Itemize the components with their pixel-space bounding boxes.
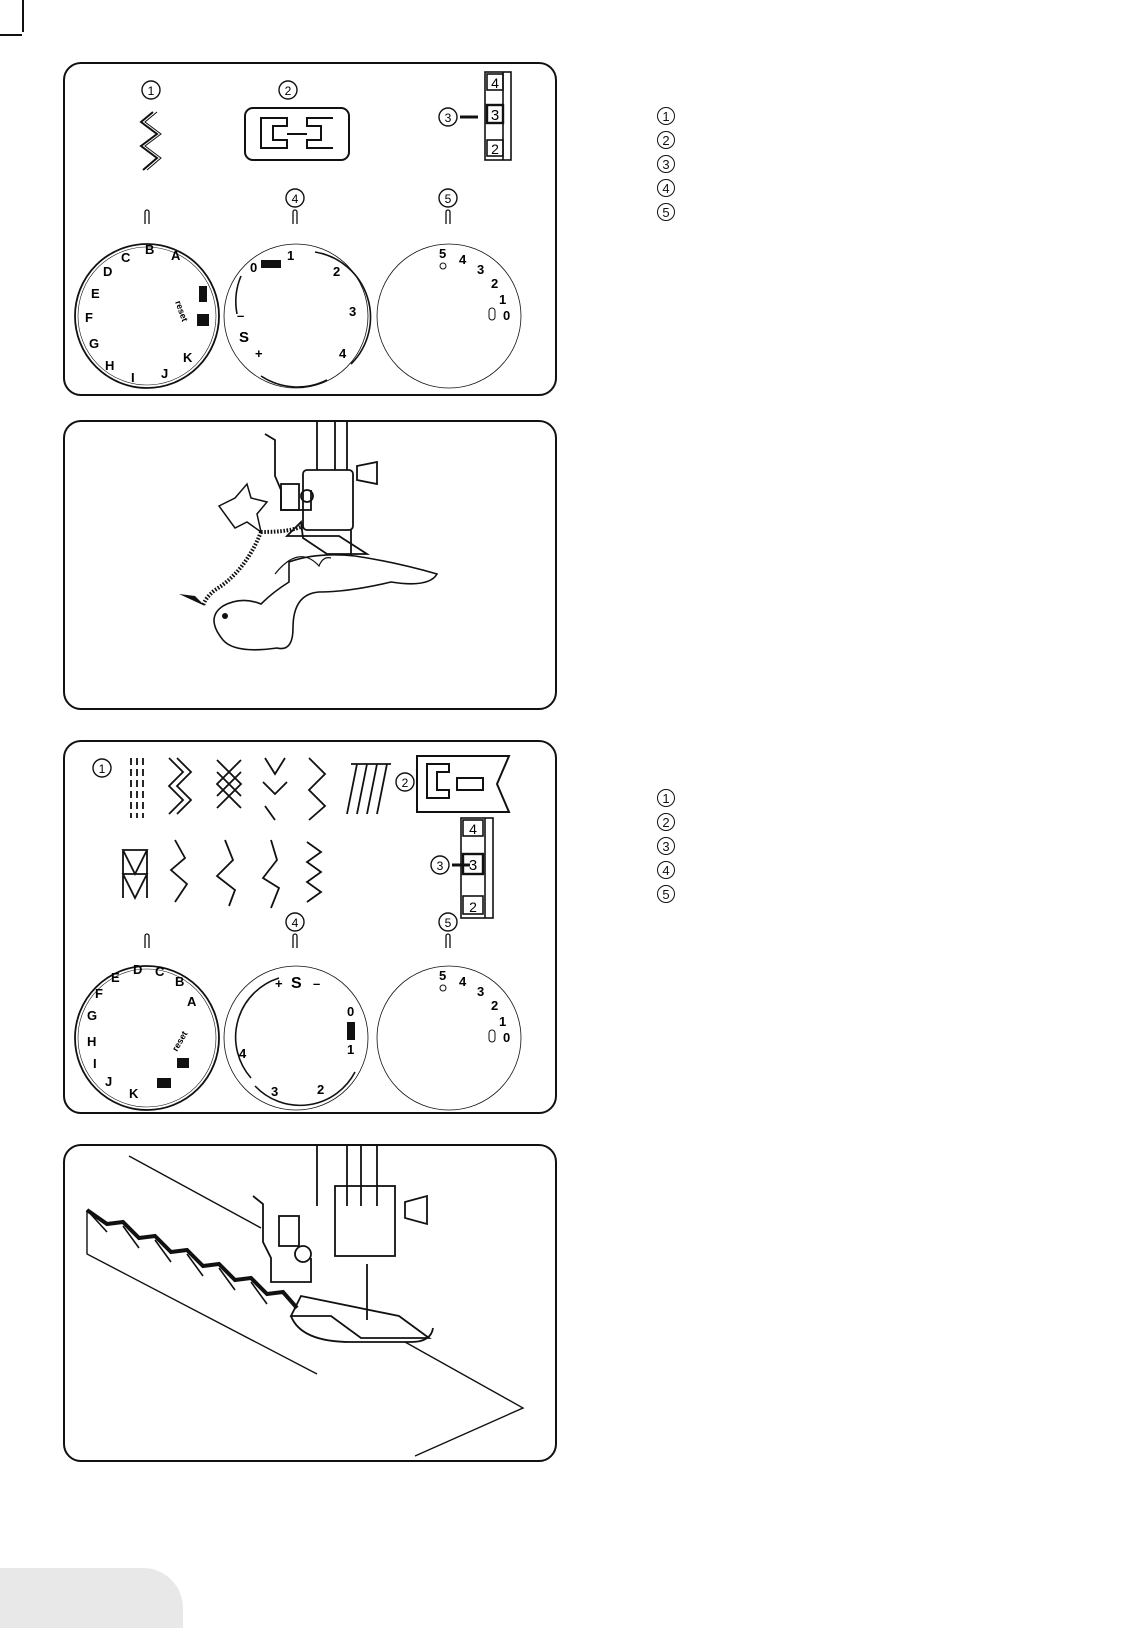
svg-text:E: E [111,970,120,985]
svg-text:S: S [291,975,302,992]
width-value-2: 2 [469,899,477,915]
svg-text:G: G [89,336,100,351]
thread-tension-dial[interactable] [377,244,521,388]
pattern-selector-dial[interactable] [75,242,219,388]
width-value-3: 3 [490,107,500,124]
callout-5 [439,913,457,931]
svg-text:3: 3 [444,111,452,125]
settings-panel-overlock [63,740,557,1114]
width-value-3: 3 [468,857,478,874]
svg-text:1: 1 [287,248,295,263]
svg-text:2: 2 [491,276,499,291]
svg-text:S: S [239,329,250,346]
callout-4 [286,189,304,207]
svg-text:–: – [237,308,245,323]
appliqué-sewing-illustration [63,420,557,710]
stitch-length-dial[interactable] [224,966,368,1110]
settings-panel-zigzag [63,62,557,396]
svg-text:3: 3 [477,262,485,277]
legend-bottom [657,786,675,906]
stitch-length-dial[interactable] [224,244,371,388]
svg-text:3: 3 [477,984,485,999]
svg-text:reset: reset [170,1029,190,1053]
legend-item: 3 [657,834,675,858]
bird-applique-icon [214,555,437,650]
legend-item: 2 [657,128,675,152]
svg-text:H: H [87,1034,97,1049]
svg-text:B: B [175,974,185,989]
svg-text:+: + [255,346,263,361]
legend-item: 5 [657,882,675,906]
svg-text:3: 3 [349,304,357,319]
svg-text:I: I [93,1056,97,1071]
svg-text:–: – [313,976,321,991]
zigzag-stitch-icon [141,112,157,170]
svg-text:1: 1 [499,292,507,307]
legend-item: 5 [657,200,675,224]
svg-text:E: E [91,286,100,301]
svg-text:4: 4 [339,346,347,361]
crop-mark-horizontal [0,34,22,36]
callout-3 [439,108,457,126]
svg-text:3: 3 [271,1084,279,1099]
thread-tension-dial[interactable] [377,966,521,1110]
svg-text:C: C [155,964,165,979]
pattern-selector-dial[interactable] [75,962,219,1110]
svg-text:1: 1 [499,1014,507,1029]
presser-foot-icon [245,108,349,160]
svg-text:2: 2 [401,776,409,790]
svg-text:4: 4 [459,974,467,989]
svg-text:4: 4 [291,192,299,206]
width-value-4: 4 [469,821,477,837]
callout-3 [431,856,449,874]
svg-text:1: 1 [347,1042,355,1057]
settings-illustration-2 [65,742,559,1116]
svg-text:1: 1 [98,762,106,776]
svg-text:5: 5 [444,192,452,206]
legend-item: 4 [657,858,675,882]
page-tab [0,1568,183,1628]
star-applique-icon [219,484,267,532]
legend-item: 2 [657,810,675,834]
svg-text:D: D [103,264,113,279]
callout-1 [93,759,111,777]
legend-item: 1 [657,786,675,810]
svg-text:reset: reset [173,299,190,323]
callout-1 [142,81,160,99]
settings-illustration [65,64,559,398]
svg-text:1: 1 [147,84,155,98]
sewing-bird-illustration [65,422,559,712]
svg-text:G: G [87,1008,98,1023]
svg-text:C: C [121,250,131,265]
svg-text:4: 4 [291,916,299,930]
svg-text:2: 2 [491,998,499,1013]
svg-text:J: J [105,1074,113,1089]
svg-text:K: K [129,1086,139,1101]
overcast-edge-illustration [65,1146,559,1464]
stitch-patterns-icon [123,758,391,908]
presser-foot-assembly-icon [253,1146,433,1342]
presser-foot-icon [417,756,509,812]
svg-text:0: 0 [503,308,511,323]
crop-mark-vertical [22,0,24,32]
callout-5 [439,189,457,207]
svg-text:+: + [275,976,283,991]
width-value-4: 4 [491,75,499,91]
svg-text:0: 0 [250,260,258,275]
callout-2 [279,81,297,99]
svg-text:A: A [187,994,197,1009]
svg-text:I: I [131,370,135,385]
svg-text:5: 5 [444,916,452,930]
legend-item: 4 [657,176,675,200]
svg-text:4: 4 [239,1046,247,1061]
legend-item: 3 [657,152,675,176]
svg-text:B: B [145,242,155,257]
legend-top [657,104,675,224]
presser-foot-assembly-icon [265,422,377,576]
svg-text:H: H [105,358,115,373]
svg-text:5: 5 [439,246,447,261]
svg-text:0: 0 [347,1004,355,1019]
svg-text:D: D [133,962,143,977]
callout-4 [286,913,304,931]
svg-text:5: 5 [439,968,447,983]
svg-text:3: 3 [436,859,444,873]
svg-text:F: F [95,986,103,1001]
callout-2 [396,773,414,791]
svg-text:F: F [85,310,93,325]
overcasting-illustration [63,1144,557,1462]
svg-text:2: 2 [284,84,292,98]
svg-text:0: 0 [503,1030,511,1045]
svg-text:4: 4 [459,252,467,267]
overcast-stitch-icon [87,1210,297,1308]
svg-text:A: A [171,248,181,263]
svg-text:2: 2 [317,1082,325,1097]
svg-text:J: J [161,366,169,381]
svg-text:2: 2 [333,264,341,279]
svg-text:K: K [183,350,193,365]
legend-item: 1 [657,104,675,128]
width-value-2: 2 [491,141,499,157]
